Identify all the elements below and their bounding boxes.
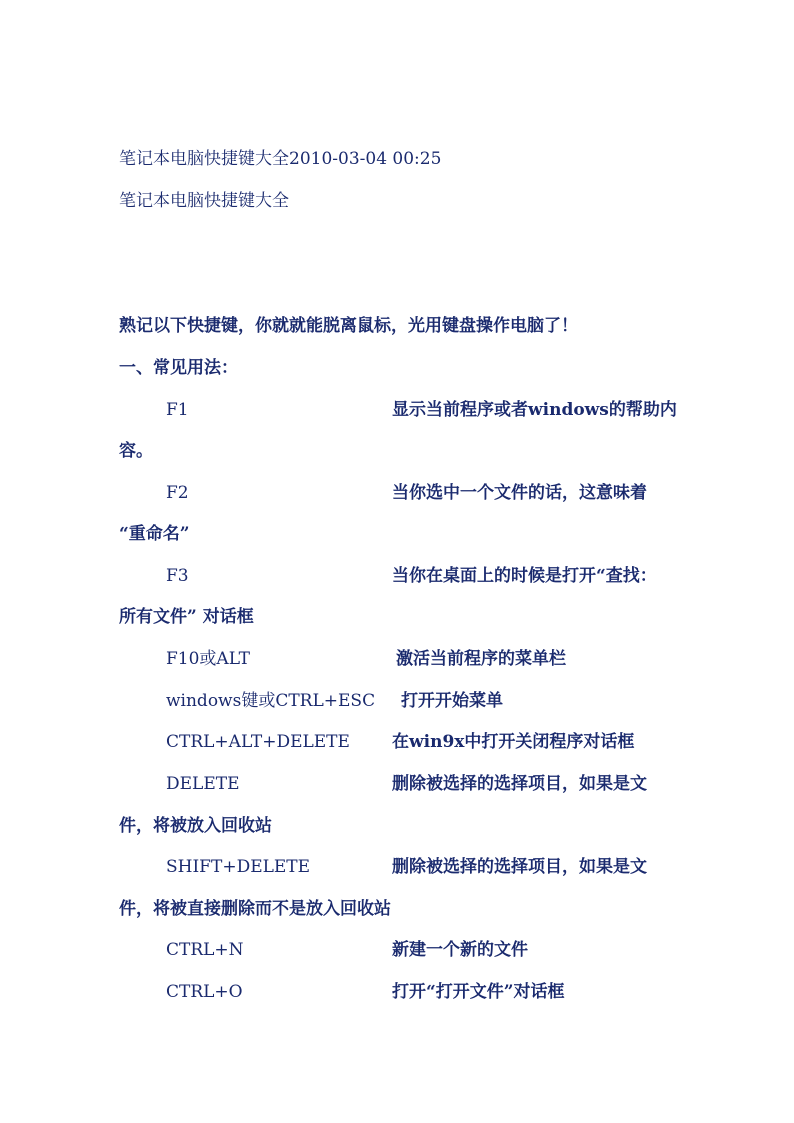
shortcut-key: F1 [166, 400, 189, 420]
shortcut-key: SHIFT+DELETE [166, 857, 311, 877]
document-subtitle: 笔记本电脑快捷键大全 [119, 191, 289, 211]
shortcut-description: 打开开始菜单 [401, 691, 503, 711]
shortcut-description-continued: 件，将被直接删除而不是放入回收站 [119, 899, 391, 919]
shortcut-description-continued: 容。 [119, 441, 153, 461]
intro-text: 熟记以下快捷键，你就就能脱离鼠标，光用键盘操作电脑了！ [119, 316, 578, 336]
shortcut-description: 激活当前程序的菜单栏 [396, 649, 566, 669]
shortcut-key: DELETE [166, 774, 240, 794]
document-title: 笔记本电脑快捷键大全 [119, 149, 289, 169]
shortcut-description: 删除被选择的选择项目，如果是文 [392, 857, 647, 877]
shortcut-description: 新建一个新的文件 [392, 940, 528, 960]
shortcut-description-continued: 件，将被放入回收站 [119, 816, 272, 836]
document-title-line [119, 148, 441, 170]
shortcut-description: 当你在桌面上的时候是打开“查找： [392, 566, 657, 586]
shortcut-key: CTRL+ALT+DELETE [166, 732, 350, 752]
shortcut-description: 显示当前程序或者windows的帮助内 [392, 400, 677, 420]
shortcut-description: 打开“打开文件”对话框 [392, 982, 565, 1002]
shortcut-key: CTRL+O [166, 982, 243, 1002]
section-heading: 一、常见用法： [119, 358, 238, 378]
shortcut-description: 当你选中一个文件的话，这意味着 [392, 483, 647, 503]
shortcut-description: 在win9x中打开关闭程序对话框 [392, 732, 635, 752]
shortcut-description-continued: “重命名” [119, 524, 190, 544]
shortcut-description-continued: 所有文件” 对话框 [119, 607, 254, 627]
shortcut-key: windows键或CTRL+ESC [166, 691, 376, 711]
shortcut-key: F10或ALT [166, 649, 250, 669]
shortcut-key: F3 [166, 566, 189, 586]
document-date: 2010-03-04 00:25 [289, 149, 442, 169]
shortcut-key: F2 [166, 483, 189, 503]
shortcut-description: 删除被选择的选择项目，如果是文 [392, 774, 647, 794]
shortcut-key: CTRL+N [166, 940, 244, 960]
